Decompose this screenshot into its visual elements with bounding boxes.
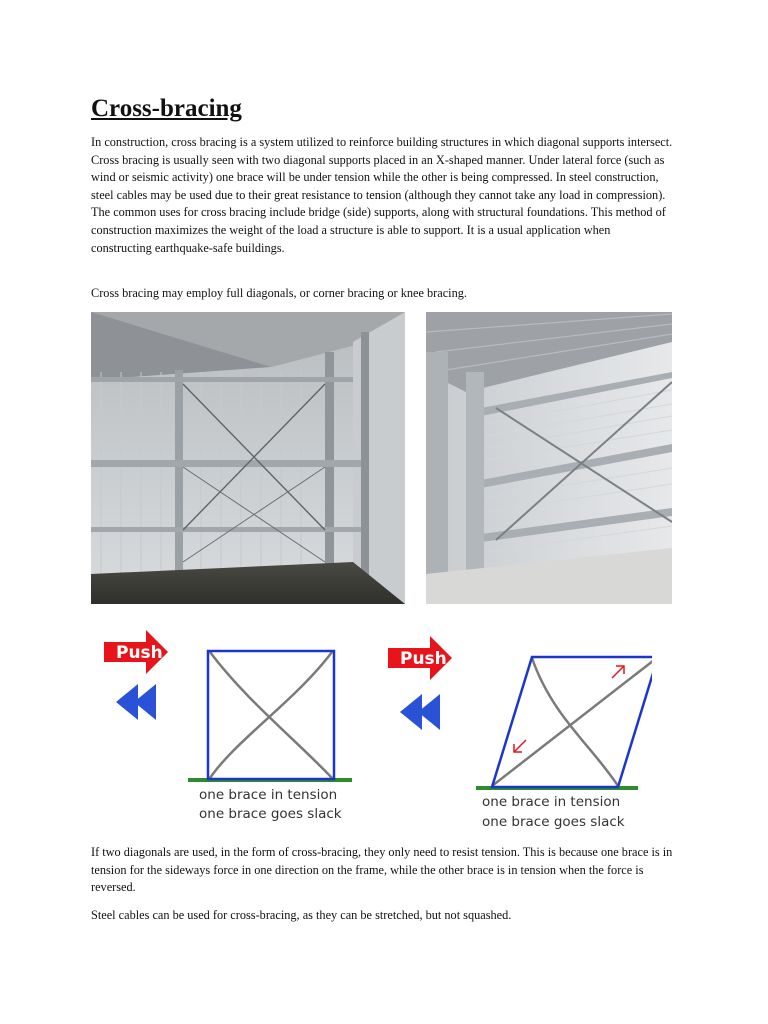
caption-slack: one brace goes slack [482, 814, 625, 830]
steel-cables-paragraph: Steel cables can be used for cross-bracing, as they can be stretched, but not squashed. [91, 908, 512, 922]
tension-arrow-icon [514, 666, 624, 752]
push-arrow-icon [104, 630, 168, 674]
page-title: Cross-bracing [91, 95, 242, 122]
push-arrow-icon [388, 636, 452, 680]
push-label: Push [116, 643, 163, 663]
bracing-types-paragraph: Cross bracing may employ full diagonals, or corner bracing or knee bracing. [91, 286, 467, 300]
shed-interior-photo-1 [91, 312, 405, 604]
skewed-frame-diagram [382, 626, 652, 836]
caption-tension: one brace in tension [482, 794, 621, 810]
shed-interior-photo-2 [426, 312, 672, 604]
reverse-force-arrow-icon [400, 694, 440, 730]
tension-brace [492, 657, 652, 786]
reverse-force-arrow-icon [116, 684, 156, 720]
square-frame-diagram [96, 620, 366, 830]
caption-slack: one brace goes slack [199, 806, 342, 822]
tension-explanation-paragraph: If two diagonals are used, in the form of cross-bracing, they only need to resist tension. This is because one brace is in tension for the sideways force in one direction on the frame, while the other brace is in tension when the force is reversed. [91, 845, 673, 895]
push-label: Push [400, 649, 447, 669]
caption-tension: one brace in tension [199, 787, 338, 803]
intro-paragraph: In construction, cross bracing is a system utilized to reinforce building structures in which diagonal supports intersect. Cross bracing is usually seen with two diagonal supports placed in an X-shaped manner. Under lateral force (such as wind or seismic activity) one brace will be under tension while the other is being compressed. In steel construction, steel cables may be used due to their great resistance to tension (although they cannot take any load in compression). The common uses for cross bracing include bridge (side) supports, along with structural foundations. This method of construction maximizes the weight of the load a structure is able to support. It is a usual application when constructing earthquake-safe buildings. [91, 135, 673, 255]
